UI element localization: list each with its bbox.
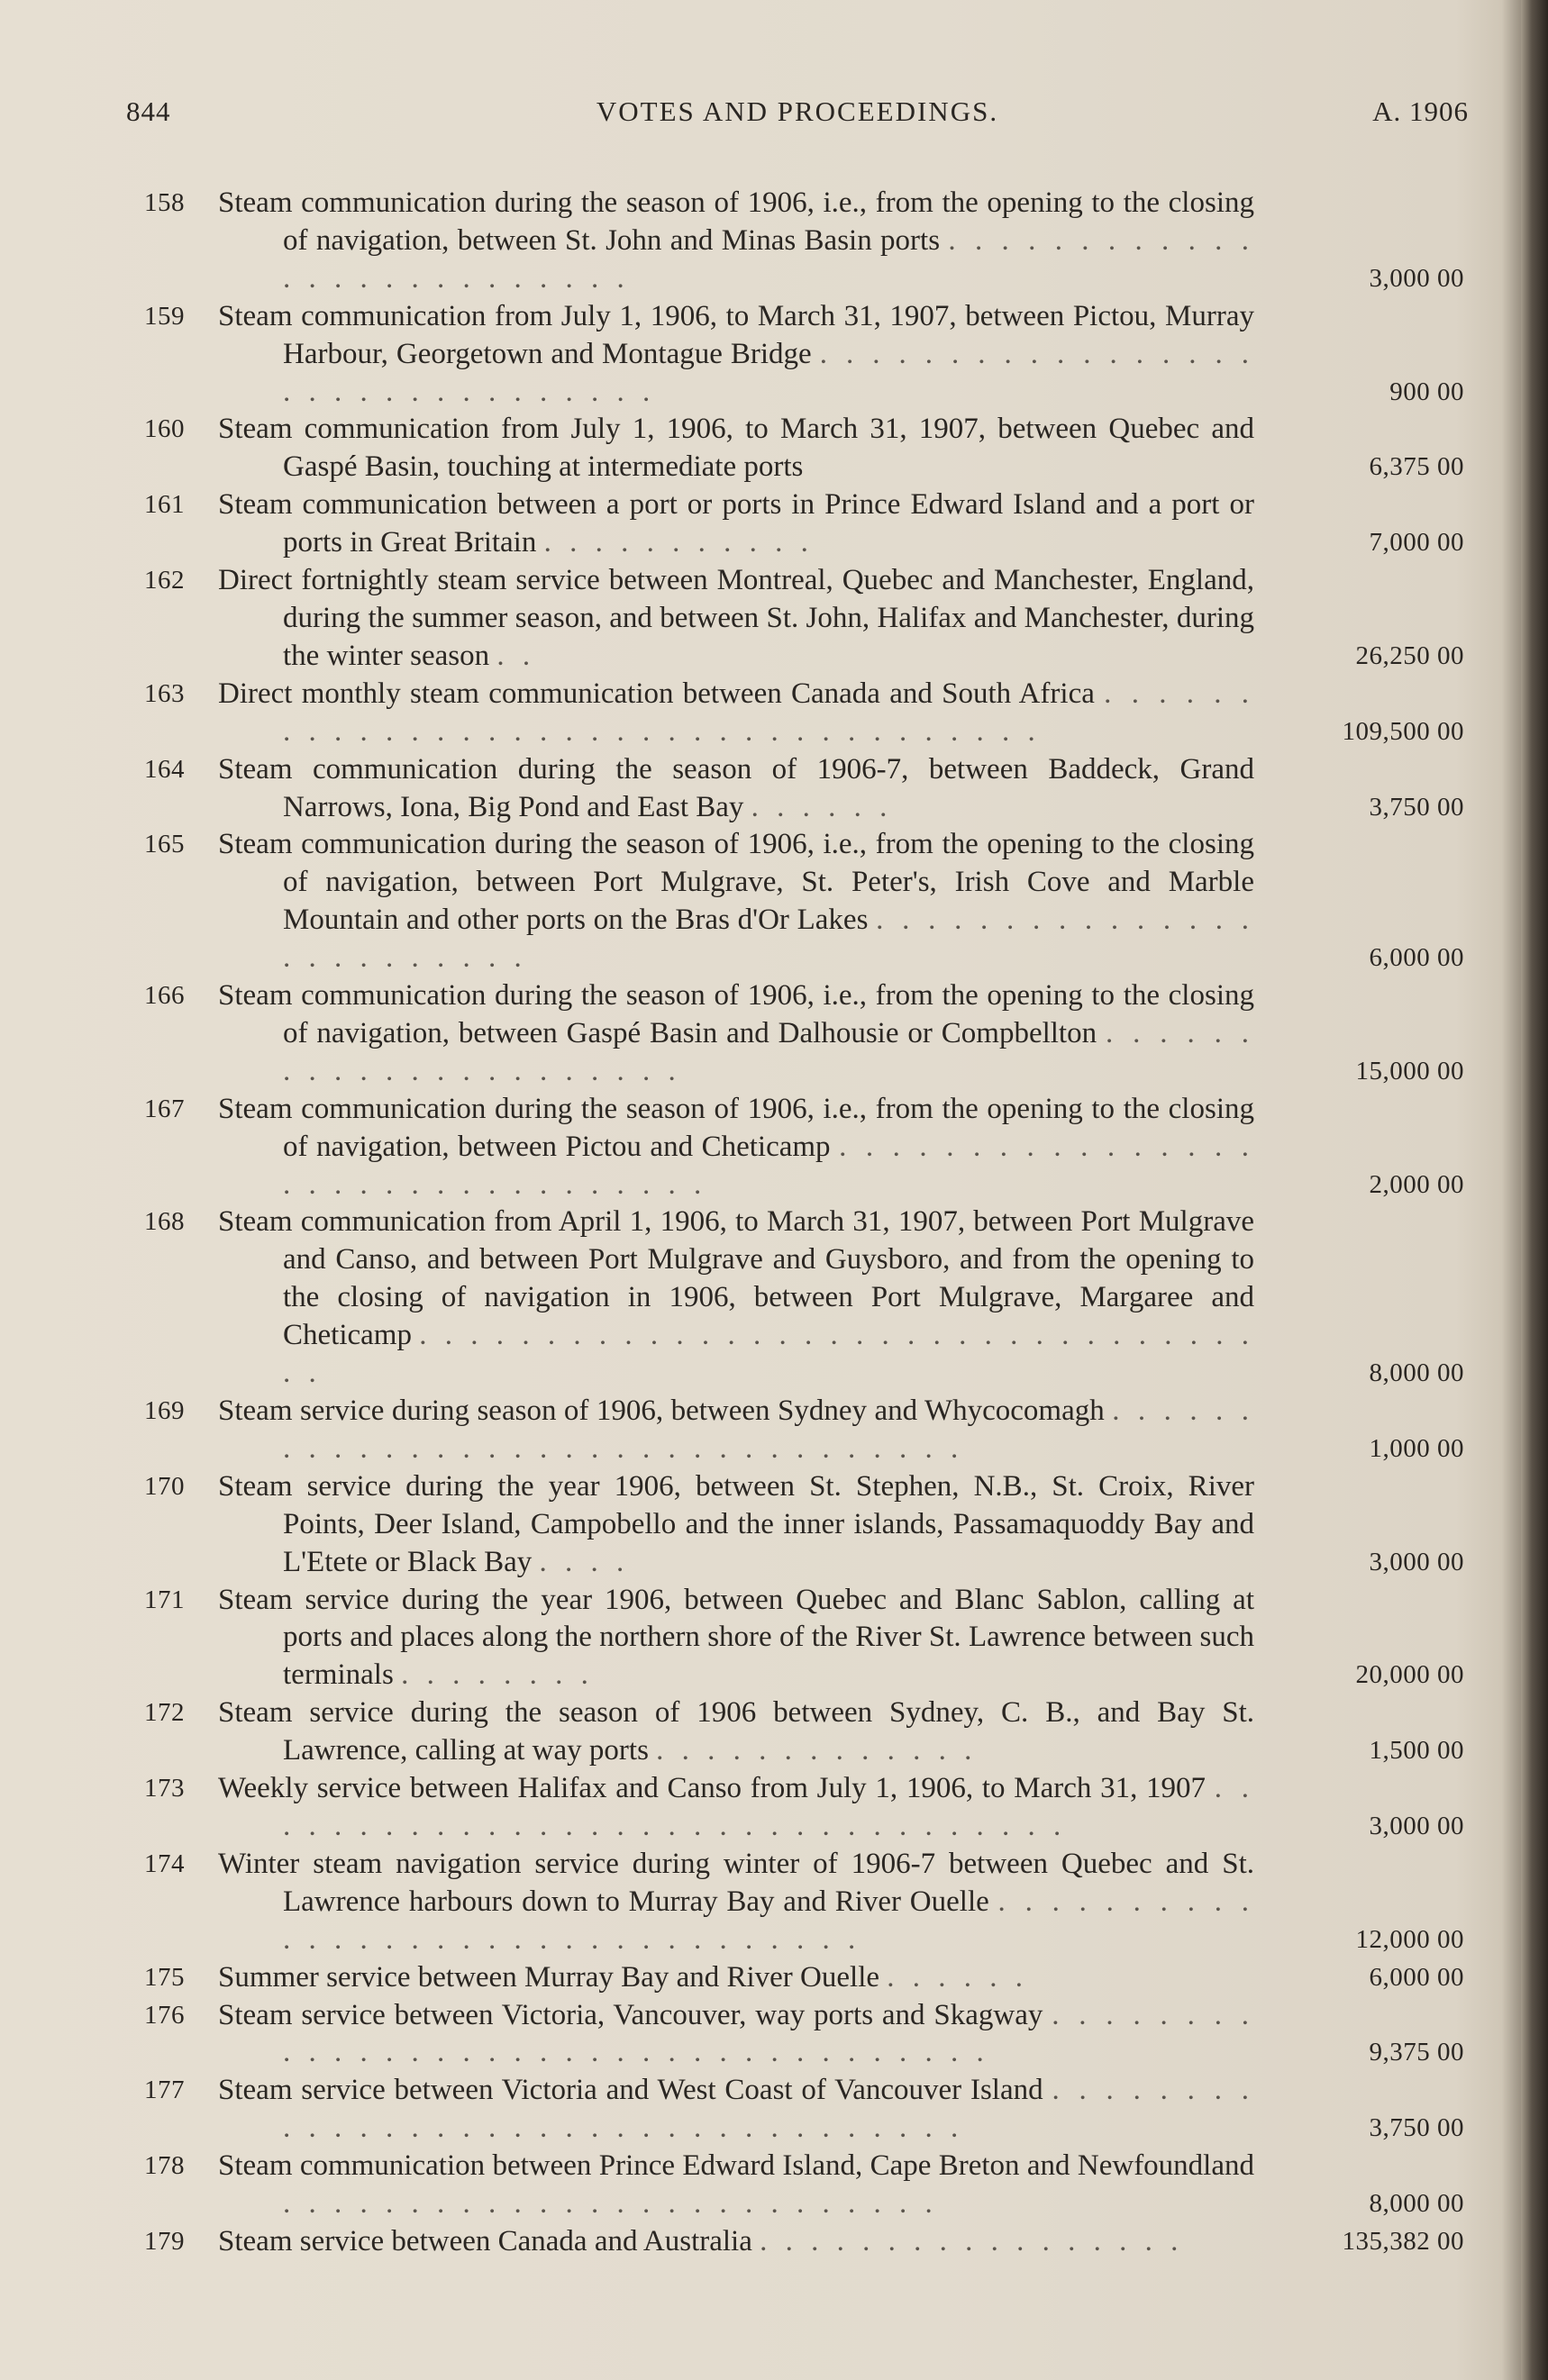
entry-description bbox=[218, 2148, 1254, 2223]
entry-description-text: Winter steam navigation service during winter of 1906-7 between Quebec and St. Lawrence harbours down to Murray Bay and River Ouelle bbox=[218, 1847, 1254, 1918]
entry-description bbox=[218, 1770, 1254, 1846]
dot-leader: . . . . . . . . . . . . . bbox=[656, 1734, 978, 1767]
entry-number: 178 bbox=[144, 2151, 185, 2181]
entry-row bbox=[144, 1582, 1478, 1695]
entry-description-text: Summer service between Murray Bay and River Ouelle bbox=[218, 1960, 880, 1994]
entry-description-text: Steam service during the year 1906, between St. Stephen, N.B., St. Croix, River Points, Deer Island, Campobello and the inner islands, Passamaquoddy Bay and L'Etete or Black Bay bbox=[218, 1469, 1254, 1578]
entry-description-text: Steam communication during the season of 1906, i.e., from the opening to the closing of navigation, between Pictou and Cheticamp bbox=[218, 1092, 1254, 1163]
entry-row bbox=[144, 1959, 1478, 1997]
page-number: 844 bbox=[126, 95, 171, 127]
entry-description bbox=[218, 1694, 1254, 1770]
entry-description bbox=[218, 2223, 1254, 2261]
entry-description bbox=[218, 676, 1254, 751]
entry-description bbox=[218, 826, 1254, 977]
entry-description bbox=[218, 1393, 1254, 1468]
entry-row bbox=[144, 562, 1478, 676]
entry-description bbox=[218, 1997, 1254, 2073]
dot-leader: . . . . . . . . . . . . . . . . . . . . . . . . . . . . . . . . . . . . bbox=[283, 677, 1255, 748]
entry-description bbox=[218, 1582, 1254, 1695]
entry-amount: 12,000 00 bbox=[1355, 1924, 1464, 1954]
entry-row bbox=[144, 1694, 1478, 1770]
entry-amount: 6,000 00 bbox=[1369, 1962, 1464, 1992]
entry-number: 170 bbox=[144, 1471, 185, 1501]
entry-description-text: Steam communication during the season of 1906, i.e., from the opening to the closing of navigation, between St. John and Minas Basin ports bbox=[218, 186, 1254, 257]
entry-number: 165 bbox=[144, 830, 185, 859]
entry-description bbox=[218, 1846, 1254, 1959]
entry-description-text: Steam service during the season of 1906 between Sydney, C. B., and Bay St. Lawrence, calling at way ports bbox=[218, 1696, 1254, 1767]
dot-leader: . . . . . . . . . . . . . . . . . . . . . . . . . . bbox=[283, 2187, 938, 2221]
entry-description bbox=[218, 298, 1254, 412]
entry-description bbox=[218, 751, 1254, 827]
entry-row bbox=[144, 2148, 1478, 2223]
entry-amount: 9,375 00 bbox=[1369, 2038, 1464, 2067]
entry-number: 174 bbox=[144, 1849, 185, 1878]
entry-number: 179 bbox=[144, 2226, 185, 2256]
entry-amount: 135,382 00 bbox=[1342, 2226, 1464, 2256]
dot-leader: . . . . . . . . . . . . . . . . . . . . . . . . . . . . . . . . bbox=[283, 337, 1255, 408]
entry-description bbox=[218, 486, 1254, 562]
entry-number: 164 bbox=[144, 754, 185, 784]
entry-number: 159 bbox=[144, 301, 185, 331]
entry-amount: 6,375 00 bbox=[1369, 452, 1464, 482]
entry-row bbox=[144, 2072, 1478, 2148]
dot-leader: . . . . . . . . . . . . . . . . . . . . . . . . . . . . . . . . . bbox=[283, 1130, 1255, 1201]
dot-leader: . . . . . . . . . . . . . . . . . . . . . . . . . . . . . . . . . . . . bbox=[283, 1998, 1255, 2069]
entry-amount: 3,750 00 bbox=[1369, 792, 1464, 822]
entry-row bbox=[144, 2223, 1478, 2261]
entry-row bbox=[144, 1468, 1478, 1582]
dot-leader: . . . . . . bbox=[887, 1960, 1029, 1994]
entry-description bbox=[218, 562, 1254, 676]
dot-leader: . . . . . . . . . . . . . . . . . . . . . . . . . . bbox=[283, 223, 1255, 295]
entry-description-text: Steam service between Victoria, Vancouver, way ports and Skagway bbox=[218, 1998, 1043, 2031]
entry-amount: 1,000 00 bbox=[1369, 1433, 1464, 1463]
entry-amount: 6,000 00 bbox=[1369, 943, 1464, 973]
entry-description bbox=[218, 1468, 1254, 1582]
book-spine-shadow bbox=[1521, 0, 1548, 2380]
entry-row bbox=[144, 676, 1478, 751]
entry-description-text: Weekly service between Halifax and Canso from July 1, 1906, to March 31, 1907 bbox=[218, 1772, 1207, 1805]
entry-row bbox=[144, 411, 1478, 486]
entry-amount: 109,500 00 bbox=[1342, 716, 1464, 746]
entry-description bbox=[218, 2072, 1254, 2148]
dot-leader: . . . . bbox=[539, 1545, 630, 1578]
entry-number: 175 bbox=[144, 1962, 185, 1992]
entry-description bbox=[218, 1091, 1254, 1204]
entry-description-text: Steam communication between Prince Edward Island, Cape Breton and Newfoundland bbox=[218, 2149, 1254, 2183]
entry-description-text: Steam service between Canada and Australia bbox=[218, 2224, 752, 2257]
entry-description-text: Steam communication from April 1, 1906, to March 31, 1907, between Port Mulgrave and Canso, and between Port Mulgrave and Guysboro, and from the opening to the closing of navigation in 1906, between Port Mulgrave, Margaree and Cheticamp bbox=[218, 1205, 1254, 1352]
entry-amount: 3,000 00 bbox=[1369, 1547, 1464, 1576]
dot-leader: . . . . . . . . . . . . . . . . . . . . . . . . . . . . . . . . . bbox=[283, 1394, 1255, 1465]
entry-description-text: Steam communication from July 1, 1906, to March 31, 1907, between Pictou, Murray Harbour, Georgetown and Montague Bridge bbox=[218, 299, 1254, 370]
running-title: VOTES AND PROCEEDINGS. bbox=[596, 95, 999, 127]
entry-number: 176 bbox=[144, 2000, 185, 2030]
dot-leader: . . . . . . . . . . . . . . . . . . . . . . . . . . . . . . . . . bbox=[283, 1885, 1254, 1956]
entry-number: 160 bbox=[144, 414, 185, 444]
dot-leader: . . . . . . . . . . . bbox=[543, 526, 814, 559]
entry-description-text: Steam communication between a port or ports in Prince Edward Island and a port or ports in Great Britain bbox=[218, 488, 1254, 559]
entry-description-text: Steam communication during the season of 1906, i.e., from the opening to the closing of navigation, between Port Mulgrave, St. Peter's, Irish Cove and Marble Mountain and other ports on the Bras d'Or Lakes bbox=[218, 828, 1254, 937]
entry-row bbox=[144, 1204, 1478, 1393]
entry-row bbox=[144, 298, 1478, 412]
page-header bbox=[126, 88, 1469, 133]
entry-description-text: Steam service between Victoria and West Coast of Vancouver Island bbox=[218, 2074, 1043, 2107]
entry-number: 163 bbox=[144, 678, 185, 708]
entry-amount: 3,750 00 bbox=[1369, 2113, 1464, 2143]
entry-description-text: Steam communication during the season of 1906, i.e., from the opening to the closing of navigation, between Gaspé Basin and Dalhousie or Compbellton bbox=[218, 979, 1254, 1049]
dot-leader: . . . . . . bbox=[751, 790, 893, 823]
entry-description-text: Direct monthly steam communication between Canada and South Africa bbox=[218, 677, 1095, 710]
entry-description bbox=[218, 185, 1254, 298]
entry-amount: 8,000 00 bbox=[1369, 1358, 1464, 1388]
entry-number: 161 bbox=[144, 490, 185, 520]
dot-leader: . . . . . . . . . . . . . . . . . . . . . . . . . . . . . . . . . . . bbox=[283, 2074, 1255, 2145]
entry-row bbox=[144, 486, 1478, 562]
entry-number: 166 bbox=[144, 981, 185, 1011]
dot-leader: . . . . . . . . . . . . . . . . . . . . . . . . . bbox=[283, 904, 1255, 975]
entry-amount: 1,500 00 bbox=[1369, 1736, 1464, 1766]
entry-number: 168 bbox=[144, 1207, 185, 1237]
entry-number: 171 bbox=[144, 1585, 185, 1614]
entry-row bbox=[144, 1393, 1478, 1468]
entry-amount: 3,000 00 bbox=[1369, 263, 1464, 293]
entry-description-text: Steam service during the year 1906, between Quebec and Blanc Sablon, calling at ports and places along the northern shore of the River St. Lawrence between such terminals bbox=[218, 1583, 1254, 1692]
entry-amount: 20,000 00 bbox=[1355, 1660, 1464, 1690]
entry-row bbox=[144, 751, 1478, 827]
entry-description-text: Steam communication from July 1, 1906, to March 31, 1907, between Quebec and Gaspé Basin, touching at intermediate ports bbox=[218, 413, 1254, 484]
dot-leader: . . . . . . . . . . . . . . . . . . . . . . . . . . . . . . . . . bbox=[283, 1772, 1255, 1842]
entry-row bbox=[144, 1997, 1478, 2073]
dot-leader: . . . . . . . . bbox=[401, 1658, 594, 1692]
entry-number: 158 bbox=[144, 188, 185, 217]
entry-amount: 8,000 00 bbox=[1369, 2189, 1464, 2219]
entry-number: 173 bbox=[144, 1774, 185, 1803]
entry-number: 162 bbox=[144, 566, 185, 595]
dot-leader: . . . . . . . . . . . . . . . . . . . . . . bbox=[283, 1016, 1255, 1087]
entry-amount: 7,000 00 bbox=[1369, 528, 1464, 558]
entry-description-text: Steam service during season of 1906, between Sydney and Whycocomagh bbox=[218, 1394, 1105, 1427]
entry-row bbox=[144, 1091, 1478, 1204]
entry-amount: 15,000 00 bbox=[1355, 1056, 1464, 1086]
dot-leader: . . bbox=[496, 639, 536, 672]
dot-leader: . . . . . . . . . . . . . . . . . . . . . . . . . . . . . . . . . . . bbox=[283, 1319, 1255, 1390]
entry-row bbox=[144, 185, 1478, 298]
entry-number: 177 bbox=[144, 2076, 185, 2105]
entry-row bbox=[144, 977, 1478, 1091]
entry-description bbox=[218, 1959, 1254, 1997]
entry-row bbox=[144, 1846, 1478, 1959]
entry-description bbox=[218, 1204, 1254, 1393]
estimate-entries-list bbox=[144, 185, 1478, 2261]
entry-amount: 3,000 00 bbox=[1369, 1811, 1464, 1840]
entry-description bbox=[218, 411, 1254, 486]
entry-description-text: Direct fortnightly steam service between Montreal, Quebec and Manchester, England, during the summer season, and between St. John, Halifax and Manchester, during the winter season bbox=[218, 564, 1254, 672]
dot-leader: . . . . . . . . . . . . . . . . . bbox=[760, 2224, 1184, 2257]
entry-description bbox=[218, 977, 1254, 1091]
entry-number: 169 bbox=[144, 1396, 185, 1425]
session-year: A. 1906 bbox=[1372, 95, 1469, 127]
entry-amount: 26,250 00 bbox=[1355, 640, 1464, 670]
entry-amount: 900 00 bbox=[1389, 377, 1464, 406]
entry-number: 172 bbox=[144, 1698, 185, 1728]
entry-description-text: Steam communication during the season of 1906-7, between Baddeck, Grand Narrows, Iona, Big Pond and East Bay bbox=[218, 752, 1254, 823]
entry-row bbox=[144, 826, 1478, 977]
entry-number: 167 bbox=[144, 1094, 185, 1123]
entry-amount: 2,000 00 bbox=[1369, 1169, 1464, 1199]
entry-row bbox=[144, 1770, 1478, 1846]
